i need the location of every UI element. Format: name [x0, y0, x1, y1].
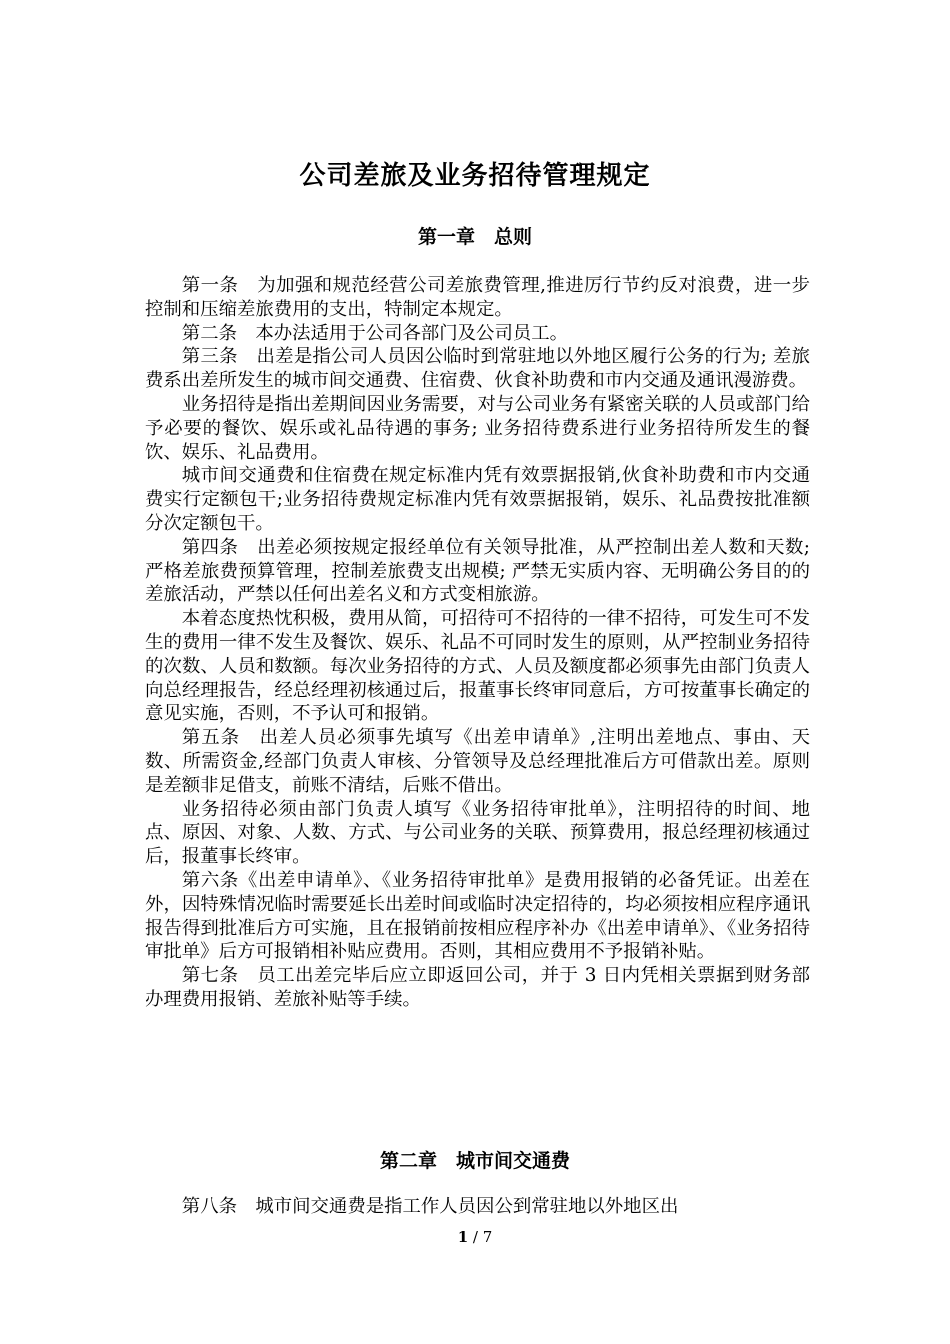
- page-number: [0, 1228, 950, 1246]
- chapter-1-body: [145, 274, 810, 1012]
- chapter-2-body: [145, 1195, 810, 1219]
- paragraph: 第一条 为加强和规范经营公司差旅费管理,推进厉行节约反对浪费，进一步控制和压缩差旅费用的支出，特制定本规定。: [145, 275, 810, 320]
- paragraph: 第七条 员工出差完毕后应立即返回公司，并于 3 日内凭相关票据到财务部办理费用报销、差旅补贴等手续。: [145, 965, 810, 1010]
- paragraph: 城市间交通费和住宿费在规定标准内凭有效票据报销,伙食补助费和市内交通费实行定额包干;业务招待费规定标准内凭有效票据报销，娱乐、礼品费按批准额分次定额包干。: [145, 465, 810, 534]
- paragraph: 第五条 出差人员必须事先填写《出差申请单》,注明出差地点、事由、天数、所需资金,经部门负责人审核、分管领导及总经理批准后方可借款出差。原则是差额非足借支，前账不清结，后账不借出。: [145, 727, 810, 796]
- total-pages: 7: [482, 1228, 493, 1246]
- chapter-heading-2: 第二章 城市间交通费: [379, 1150, 570, 1172]
- paragraph: 第二条 本办法适用于公司各部门及公司员工。: [181, 322, 569, 344]
- paragraph: 本着态度热忱积极，费用从简，可招待可不招待的一律不招待，可发生可不发生的费用一律不发生及餐饮、娱乐、礼品不可同时发生的原则，从严控制业务招待的次数、人员和数额。每次业务招待的方式、人员及额度都必须事先由部门负责人向总经理报告，经总经理初核通过后，报董事长终审同意后，方可按董事长确定的意见实施，否则，不予认可和报销。: [145, 608, 810, 725]
- paragraph: 第四条 出差必须按规定报经单位有关领导批准，从严控制出差人数和天数; 严格差旅费预算管理，控制差旅费支出规模; 严禁无实质内容、无明确公务目的的差旅活动，严禁以任何出差名义和方式变相旅游。: [145, 536, 810, 606]
- chapter-heading-1: 第一章 总则: [417, 226, 532, 248]
- current-page-number: 1: [457, 1228, 469, 1246]
- paragraph: 业务招待是指出差期间因业务需要，对与公司业务有紧密关联的人员或部门给予必要的餐饮、娱乐或礼品待遇的事务; 业务招待费系进行业务招待所发生的餐饮、娱乐、礼品费用。: [145, 393, 810, 463]
- paragraph: 第六条《出差申请单》、《业务招待审批单》是费用报销的必备凭证。出差在外，因特殊情况临时需要延长出差时间或临时决定招待的，均必须按相应程序通讯报告得到批准后方可实施，且在报销前按相应程序补办《出差申请单》、《业务招待审批单》后方可报销相补贴应费用。否则，其相应费用不予报销补贴。: [145, 869, 810, 963]
- paragraph: 第三条 出差是指公司人员因公临时到常驻地以外地区履行公务的行为; 差旅费系出差所发生的城市间交通费、住宿费、伙食补助费和市内交通及通讯漫游费。: [145, 346, 810, 392]
- paragraph: 第八条 城市间交通费是指工作人员因公到常驻地以外地区出: [181, 1196, 679, 1217]
- page-separator: /: [472, 1228, 478, 1246]
- paragraph: 业务招待必须由部门负责人填写《业务招待审批单》，注明招待的时间、地点、原因、对象、人数、方式、与公司业务的关联、预算费用，报总经理初核通过后，报董事长终审。: [145, 798, 810, 868]
- page-title: 公司差旅及业务招待管理规定: [299, 161, 651, 191]
